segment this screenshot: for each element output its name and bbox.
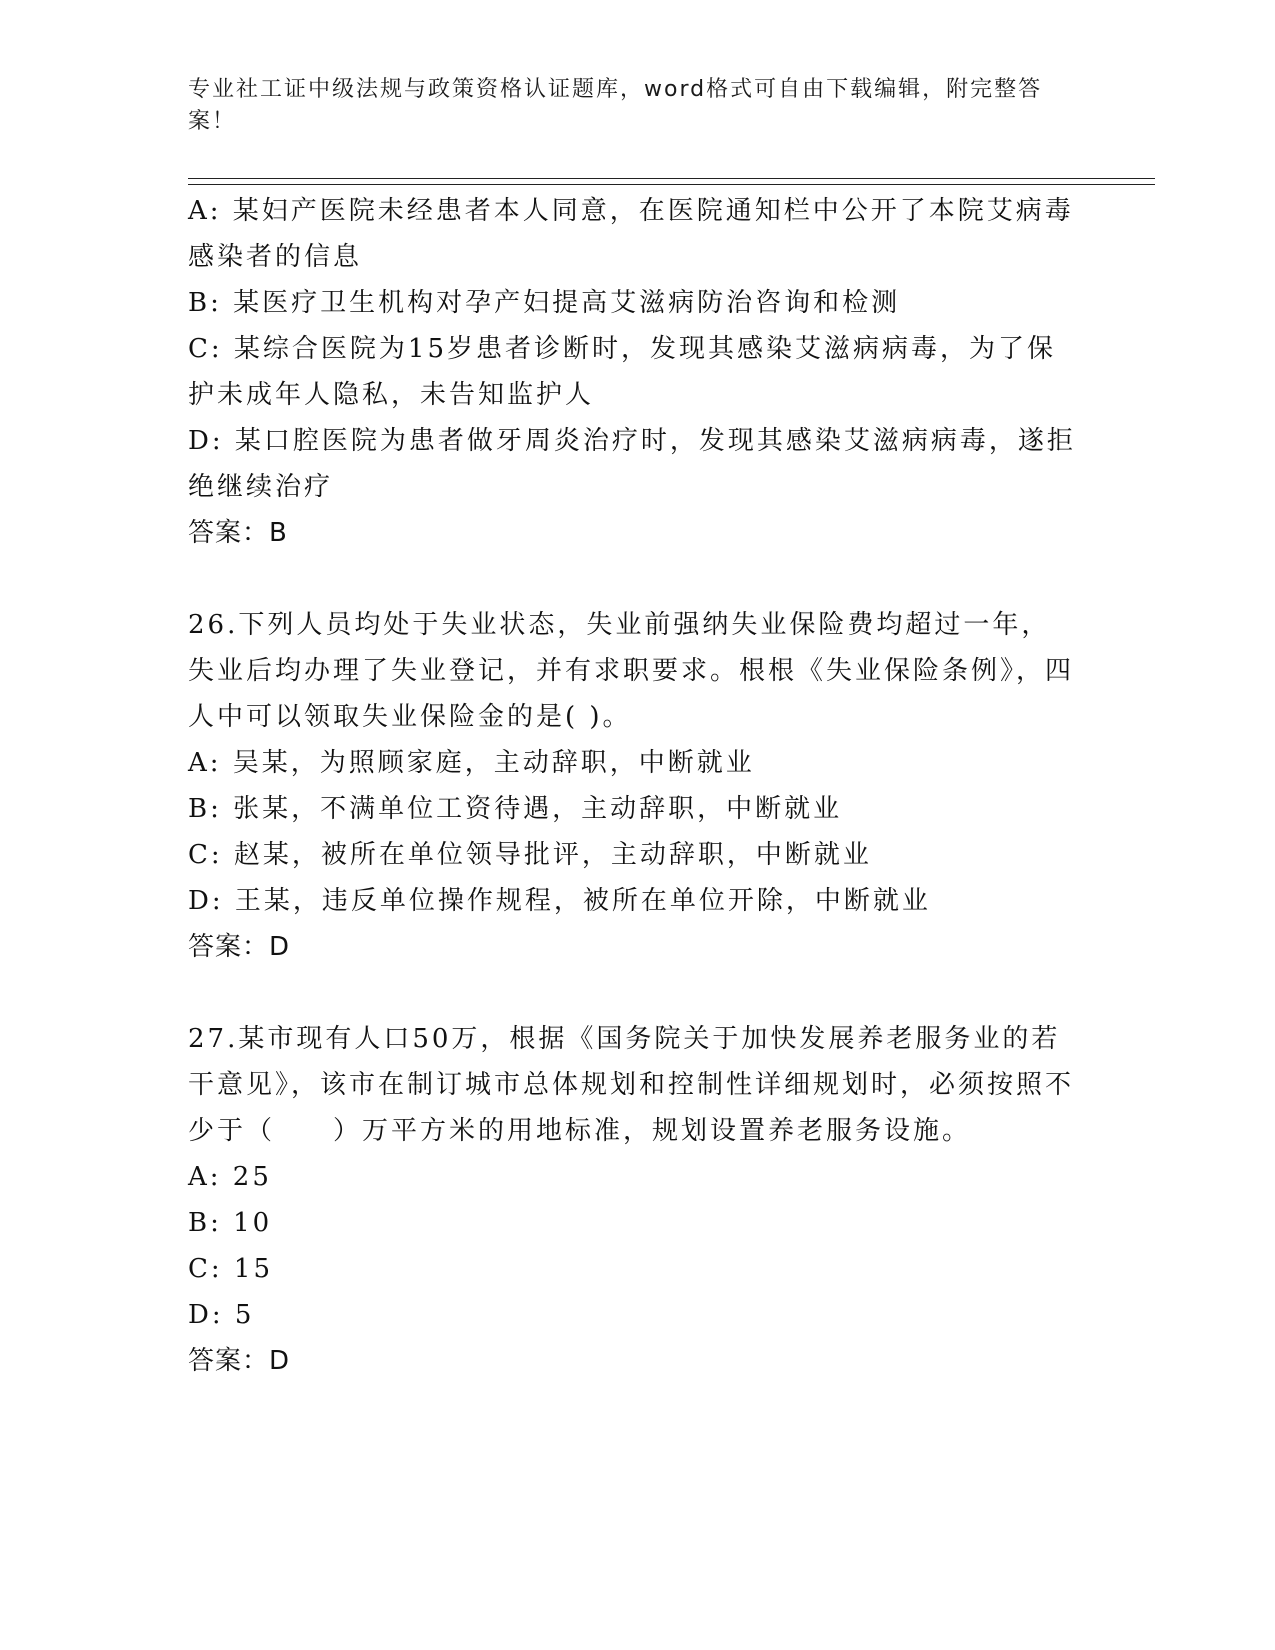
question-26 [188,602,1078,970]
answer: 答案：D [188,1346,291,1376]
spacer [188,556,1078,602]
option-b: B: 张某，不满单位工资待遇，主动辞职，中断就业 [188,794,843,824]
option-b: B: 10 [188,1208,273,1238]
question-27 [188,1016,1078,1384]
spacer [188,970,1078,1016]
header-rule-top [188,178,1155,179]
option-c: C: 某综合医院为15岁患者诊断时，发现其感染艾滋病病毒，为了保护未成年人隐私，未告知监护人 [188,334,1057,410]
option-a: A: 某妇产医院未经患者本人同意，在医院通知栏中公开了本院艾病毒感染者的信息 [188,196,1074,272]
option-d: D: 某口腔医院为患者做牙周炎治疗时，发现其感染艾滋病病毒，遂拒绝继续治疗 [188,426,1076,502]
option-c: C: 15 [188,1254,274,1284]
option-b: B: 某医疗卫生机构对孕产妇提高艾滋病防治咨询和检测 [188,288,901,318]
question-25 [188,188,1078,556]
document-header: 专业社工证中级法规与政策资格认证题库，word格式可自由下载编辑，附完整答案！ [188,77,1043,134]
option-d: D: 5 [188,1300,255,1330]
option-c: C: 赵某，被所在单位领导批评，主动辞职，中断就业 [188,840,872,870]
option-a: A: 吴某，为照顾家庭，主动辞职，中断就业 [188,748,755,778]
document-body [188,188,1078,1384]
option-d: D: 王某，违反单位操作规程，被所在单位开除，中断就业 [188,886,931,916]
header-rule-bottom [188,184,1155,185]
answer: 答案：B [188,518,288,548]
answer: 答案：D [188,932,291,962]
question-stem: 27.某市现有人口50万，根据《国务院关于加快发展养老服务业的若干意见》，该市在制订城市总体规划和控制性详细规划时，必须按照不少于（ ）万平方米的用地标准，规划设置养老服务设施。 [188,1024,1075,1146]
question-stem: 26.下列人员均处于失业状态，失业前强纳失业保险费均超过一年，失业后均办理了失业登记，并有求职要求。根根《失业保险条例》，四人中可以领取失业保险金的是( )。 [188,610,1075,732]
option-a: A: 25 [188,1162,272,1192]
